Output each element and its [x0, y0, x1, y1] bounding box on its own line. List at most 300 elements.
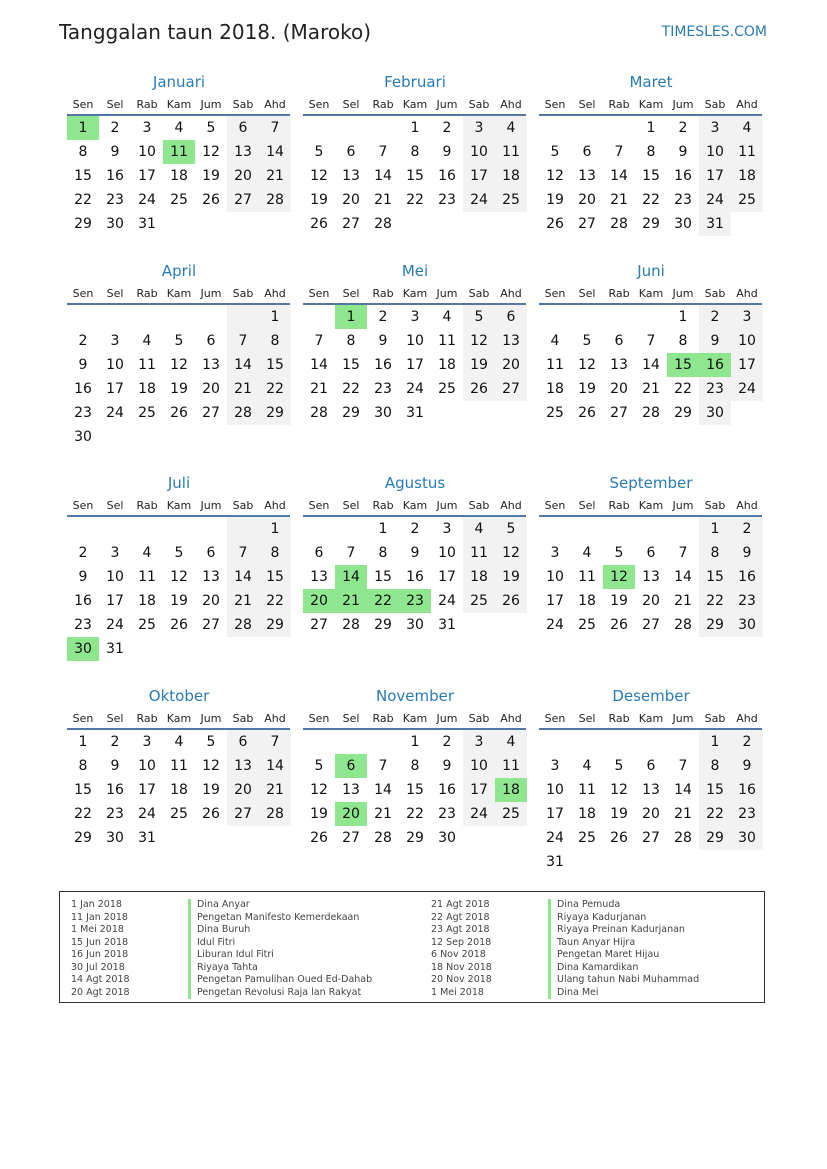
day-cell: 29	[74, 216, 92, 232]
empty-cell	[99, 305, 131, 329]
day-cell: 15	[406, 782, 424, 798]
day-cell: 20	[227, 778, 259, 802]
day-cell: 14	[374, 782, 392, 798]
legend-dates-right	[431, 899, 492, 999]
day-cell: 19	[310, 192, 328, 208]
day-cell: 8	[259, 541, 291, 565]
day-cell: 14	[642, 357, 660, 373]
day-cell: 23	[74, 617, 92, 633]
day-cell: 26	[310, 830, 328, 846]
empty-cell	[571, 517, 603, 541]
day-cell: 4	[582, 545, 592, 561]
empty-cell	[163, 425, 195, 449]
day-cell: 15	[342, 357, 360, 373]
day-cell: 17	[138, 782, 156, 798]
weekday-label: Kam	[166, 712, 192, 725]
legend-date: 1 Mei 2018	[71, 924, 124, 935]
weekday-label: Jum	[672, 98, 694, 111]
day-cell: 24	[463, 802, 495, 826]
legend-date: 1 Jan 2018	[71, 899, 122, 910]
day-cell: 6	[495, 305, 527, 329]
day-cell: 11	[495, 140, 527, 164]
weekday-header	[67, 283, 290, 305]
day-cell: 17	[106, 593, 124, 609]
empty-cell	[195, 305, 227, 329]
weekday-label: Ahd	[736, 499, 758, 512]
empty-cell	[731, 212, 763, 236]
day-cell: 11	[138, 569, 156, 585]
day-cell: 29	[406, 830, 424, 846]
day-cell: 22	[699, 589, 731, 613]
month-februari	[304, 70, 526, 236]
day-cell: 4	[495, 730, 527, 754]
day-cell: 28	[374, 216, 392, 232]
day-cell: 8	[378, 545, 388, 561]
day-cell: 5	[495, 517, 527, 541]
weekday-label: Rab	[136, 499, 158, 512]
month-name: April	[161, 262, 197, 280]
day-cell: 1	[378, 521, 388, 537]
month-name: Maret	[629, 73, 673, 91]
empty-cell	[131, 637, 163, 661]
month-name: Juli	[167, 474, 191, 492]
day-cell: 23	[674, 192, 692, 208]
day-cell: 12	[170, 569, 188, 585]
day-cell: 11	[578, 569, 596, 585]
day-cell: 28	[674, 830, 692, 846]
day-cell: 31	[546, 854, 564, 870]
legend-names-right	[557, 899, 699, 999]
day-cell: 24	[406, 381, 424, 397]
weekday-label: Ahd	[500, 287, 522, 300]
day-cell: 2	[678, 120, 688, 136]
day-cell: 10	[699, 140, 731, 164]
empty-cell	[303, 730, 335, 754]
day-cell: 28	[227, 613, 259, 637]
day-cell: 18	[578, 806, 596, 822]
day-cell: 25	[463, 589, 495, 613]
holiday-cell: 11	[163, 140, 195, 164]
legend-holiday-name: Dina Anyar	[197, 899, 250, 910]
day-cell: 10	[546, 569, 564, 585]
day-cell: 6	[227, 730, 259, 754]
weekday-label: Sen	[544, 499, 566, 512]
empty-cell	[163, 305, 195, 329]
day-cell: 23	[438, 192, 456, 208]
day-cell: 4	[731, 116, 763, 140]
weekday-header	[67, 495, 290, 517]
weekday-label: Jum	[436, 499, 458, 512]
day-cell: 4	[174, 120, 184, 136]
day-cell: 26	[310, 216, 328, 232]
weekday-label: Rab	[372, 98, 394, 111]
day-cell: 20	[578, 192, 596, 208]
weekday-label: Sen	[72, 499, 94, 512]
legend-date: 16 Jun 2018	[71, 949, 129, 960]
day-grid	[303, 517, 526, 637]
day-cell: 5	[314, 144, 324, 160]
day-cell: 30	[106, 830, 124, 846]
holiday-cell: 20	[335, 802, 367, 826]
day-cell: 25	[138, 405, 156, 421]
empty-cell	[227, 212, 259, 236]
day-cell: 7	[678, 545, 688, 561]
weekday-label: Rab	[372, 499, 394, 512]
day-cell: 24	[463, 188, 495, 212]
day-cell: 28	[259, 802, 291, 826]
weekday-label: Sab	[704, 287, 726, 300]
day-cell: 11	[578, 782, 596, 798]
day-cell: 17	[731, 353, 763, 377]
day-cell: 20	[202, 381, 220, 397]
day-grid	[303, 730, 526, 850]
weekday-label: Sel	[342, 98, 360, 111]
day-cell: 9	[699, 329, 731, 353]
day-cell: 26	[578, 405, 596, 421]
day-cell: 9	[442, 758, 452, 774]
month-desember	[540, 684, 762, 874]
day-cell: 19	[495, 565, 527, 589]
day-cell: 12	[170, 357, 188, 373]
weekday-label: Jum	[200, 712, 222, 725]
day-cell: 17	[463, 778, 495, 802]
day-cell: 13	[495, 329, 527, 353]
weekday-label: Jum	[436, 712, 458, 725]
day-cell: 3	[410, 309, 420, 325]
day-cell: 16	[731, 565, 763, 589]
empty-cell	[731, 401, 763, 425]
day-cell: 19	[463, 353, 495, 377]
day-cell: 22	[74, 806, 92, 822]
weekday-label: Rab	[608, 287, 630, 300]
weekday-label: Sen	[544, 287, 566, 300]
day-cell: 7	[378, 758, 388, 774]
day-cell: 18	[138, 593, 156, 609]
day-cell: 15	[699, 565, 731, 589]
legend-holiday-name: Dina Mei	[557, 986, 599, 998]
weekday-label: Jum	[672, 712, 694, 725]
empty-cell	[195, 425, 227, 449]
weekday-label: Sab	[232, 287, 254, 300]
weekday-label: Kam	[638, 712, 664, 725]
empty-cell	[195, 826, 227, 850]
day-cell: 8	[699, 541, 731, 565]
day-cell: 6	[314, 545, 324, 561]
day-cell: 1	[259, 305, 291, 329]
day-cell: 31	[699, 212, 731, 236]
empty-cell	[335, 730, 367, 754]
month-november	[304, 684, 526, 850]
day-cell: 15	[259, 565, 291, 589]
day-cell: 27	[495, 377, 527, 401]
day-cell: 26	[170, 617, 188, 633]
weekday-label: Kam	[402, 98, 428, 111]
day-cell: 9	[378, 333, 388, 349]
day-cell: 3	[550, 758, 560, 774]
legend-date: 22 Agt 2018	[431, 911, 490, 923]
weekday-label: Kam	[402, 499, 428, 512]
day-cell: 6	[582, 144, 592, 160]
empty-cell	[227, 305, 259, 329]
day-cell: 2	[110, 120, 120, 136]
empty-cell	[195, 517, 227, 541]
day-cell: 15	[642, 168, 660, 184]
day-cell: 22	[674, 381, 692, 397]
day-cell: 3	[442, 521, 452, 537]
weekday-header	[303, 283, 526, 305]
day-cell: 23	[731, 589, 763, 613]
day-cell: 27	[227, 802, 259, 826]
weekday-label: Rab	[136, 98, 158, 111]
empty-cell	[163, 637, 195, 661]
day-cell: 9	[678, 144, 688, 160]
empty-cell	[539, 116, 571, 140]
day-cell: 8	[346, 333, 356, 349]
day-cell: 26	[202, 192, 220, 208]
day-cell: 29	[342, 405, 360, 421]
day-cell: 22	[74, 192, 92, 208]
day-cell: 23	[438, 806, 456, 822]
empty-cell	[463, 401, 495, 425]
day-cell: 4	[142, 545, 152, 561]
legend-date: 18 Nov 2018	[431, 961, 492, 973]
empty-cell	[603, 116, 635, 140]
day-cell: 26	[610, 830, 628, 846]
day-cell: 9	[110, 144, 120, 160]
day-cell: 30	[674, 216, 692, 232]
day-cell: 31	[438, 617, 456, 633]
empty-cell	[667, 850, 699, 874]
day-cell: 28	[259, 188, 291, 212]
day-cell: 15	[74, 782, 92, 798]
holiday-cell: 6	[335, 754, 367, 778]
day-cell: 21	[374, 806, 392, 822]
day-cell: 21	[310, 381, 328, 397]
day-cell: 6	[206, 333, 216, 349]
weekday-header	[303, 708, 526, 730]
day-cell: 30	[74, 429, 92, 445]
day-cell: 10	[106, 569, 124, 585]
day-cell: 7	[227, 541, 259, 565]
day-cell: 13	[642, 569, 660, 585]
day-cell: 24	[138, 192, 156, 208]
weekday-label: Sen	[308, 98, 330, 111]
day-cell: 3	[463, 116, 495, 140]
empty-cell	[163, 212, 195, 236]
weekday-label: Jum	[200, 287, 222, 300]
day-cell: 17	[138, 168, 156, 184]
day-cell: 29	[699, 826, 731, 850]
day-cell: 4	[463, 517, 495, 541]
day-cell: 1	[678, 309, 688, 325]
day-cell: 1	[699, 730, 731, 754]
site-link[interactable]: TIMESLES.COM	[661, 24, 767, 40]
day-cell: 13	[202, 357, 220, 373]
weekday-label: Kam	[166, 499, 192, 512]
day-cell: 25	[170, 806, 188, 822]
day-cell: 31	[106, 641, 124, 657]
weekday-label: Ahd	[264, 98, 286, 111]
day-cell: 14	[310, 357, 328, 373]
month-oktober	[68, 684, 290, 850]
empty-cell	[603, 850, 635, 874]
weekday-label: Sab	[468, 499, 490, 512]
day-cell: 21	[374, 192, 392, 208]
day-cell: 21	[610, 192, 628, 208]
day-cell: 11	[170, 758, 188, 774]
month-januari	[68, 70, 290, 236]
empty-cell	[603, 305, 635, 329]
day-cell: 16	[674, 168, 692, 184]
day-cell: 23	[74, 405, 92, 421]
weekday-label: Kam	[166, 287, 192, 300]
weekday-label: Sab	[468, 287, 490, 300]
holiday-cell: 18	[495, 778, 527, 802]
day-cell: 5	[314, 758, 324, 774]
day-cell: 8	[78, 758, 88, 774]
empty-cell	[571, 116, 603, 140]
day-cell: 18	[170, 168, 188, 184]
day-cell: 5	[614, 758, 624, 774]
holiday-cell: 16	[699, 353, 731, 377]
empty-cell	[667, 730, 699, 754]
empty-cell	[163, 826, 195, 850]
day-grid	[539, 116, 762, 236]
weekday-label: Sen	[308, 287, 330, 300]
day-cell: 26	[546, 216, 564, 232]
weekday-label: Sen	[544, 712, 566, 725]
day-grid	[539, 730, 762, 874]
day-cell: 11	[731, 140, 763, 164]
weekday-label: Sel	[578, 499, 596, 512]
day-cell: 18	[731, 164, 763, 188]
day-cell: 27	[342, 830, 360, 846]
day-cell: 22	[699, 802, 731, 826]
day-cell: 20	[642, 806, 660, 822]
empty-cell	[67, 305, 99, 329]
day-cell: 5	[550, 144, 560, 160]
day-cell: 13	[202, 569, 220, 585]
day-cell: 10	[106, 357, 124, 373]
day-cell: 4	[582, 758, 592, 774]
legend-holiday-name: Pengetan Revolusi Raja lan Rakyat	[197, 986, 362, 998]
day-cell: 30	[374, 405, 392, 421]
day-cell: 8	[410, 144, 420, 160]
month-name: Desember	[612, 687, 690, 705]
day-cell: 11	[495, 754, 527, 778]
day-cell: 31	[138, 830, 156, 846]
weekday-label: Sen	[72, 98, 94, 111]
day-cell: 27	[642, 617, 660, 633]
day-cell: 31	[138, 216, 156, 232]
weekday-header	[303, 94, 526, 116]
day-cell: 24	[546, 830, 564, 846]
day-cell: 6	[646, 758, 656, 774]
weekday-label: Sab	[232, 712, 254, 725]
day-cell: 28	[342, 617, 360, 633]
day-cell: 25	[546, 405, 564, 421]
legend-date: 15 Jun 2018	[71, 936, 129, 948]
day-cell: 11	[438, 333, 456, 349]
weekday-label: Kam	[166, 98, 192, 111]
day-cell: 18	[170, 782, 188, 798]
empty-cell	[635, 730, 667, 754]
day-cell: 10	[138, 758, 156, 774]
month-juni	[540, 259, 762, 425]
legend-holiday-name: Pengetan Maret Hijau	[557, 949, 660, 960]
day-grid	[67, 730, 290, 850]
day-grid	[67, 116, 290, 236]
day-cell: 18	[463, 565, 495, 589]
day-cell: 6	[227, 116, 259, 140]
day-cell: 7	[378, 144, 388, 160]
empty-cell	[131, 425, 163, 449]
month-name: Mei	[401, 262, 429, 280]
empty-cell	[571, 305, 603, 329]
empty-cell	[195, 637, 227, 661]
day-cell: 21	[674, 593, 692, 609]
day-cell: 29	[374, 617, 392, 633]
empty-cell	[539, 517, 571, 541]
day-cell: 9	[110, 758, 120, 774]
day-cell: 30	[731, 826, 763, 850]
day-cell: 27	[578, 216, 596, 232]
day-cell: 5	[206, 120, 216, 136]
day-cell: 1	[78, 734, 88, 750]
day-cell: 13	[578, 168, 596, 184]
day-cell: 1	[410, 120, 420, 136]
legend-date: 1 Mei 2018	[431, 986, 484, 998]
weekday-header	[539, 495, 762, 517]
day-cell: 18	[138, 381, 156, 397]
day-cell: 20	[495, 353, 527, 377]
weekday-header	[67, 94, 290, 116]
day-cell: 2	[442, 734, 452, 750]
day-cell: 6	[346, 144, 356, 160]
empty-cell	[67, 517, 99, 541]
day-cell: 19	[546, 192, 564, 208]
day-cell: 19	[170, 593, 188, 609]
page-title: Tanggalan taun 2018. (Maroko)	[59, 20, 371, 44]
empty-cell	[463, 826, 495, 850]
day-cell: 4	[174, 734, 184, 750]
legend-holiday-name: Pengetan Pamulihan Oued Ed-Dahab	[197, 974, 373, 985]
empty-cell	[635, 305, 667, 329]
day-cell: 7	[646, 333, 656, 349]
empty-cell	[367, 116, 399, 140]
weekday-label: Rab	[372, 712, 394, 725]
day-cell: 7	[314, 333, 324, 349]
day-cell: 24	[106, 405, 124, 421]
day-cell: 23	[374, 381, 392, 397]
day-cell: 25	[495, 802, 527, 826]
empty-cell	[303, 517, 335, 541]
weekday-label: Ahd	[264, 712, 286, 725]
empty-cell	[399, 212, 431, 236]
empty-cell	[463, 212, 495, 236]
empty-cell	[131, 305, 163, 329]
weekday-label: Ahd	[736, 98, 758, 111]
month-agustus	[304, 471, 526, 637]
legend-holiday-name: Dina Kamardikan	[557, 961, 639, 973]
day-cell: 15	[374, 569, 392, 585]
day-cell: 24	[138, 806, 156, 822]
day-cell: 20	[642, 593, 660, 609]
day-cell: 3	[110, 545, 120, 561]
legend-date: 21 Agt 2018	[431, 899, 490, 910]
day-cell: 16	[106, 782, 124, 798]
day-cell: 14	[674, 782, 692, 798]
